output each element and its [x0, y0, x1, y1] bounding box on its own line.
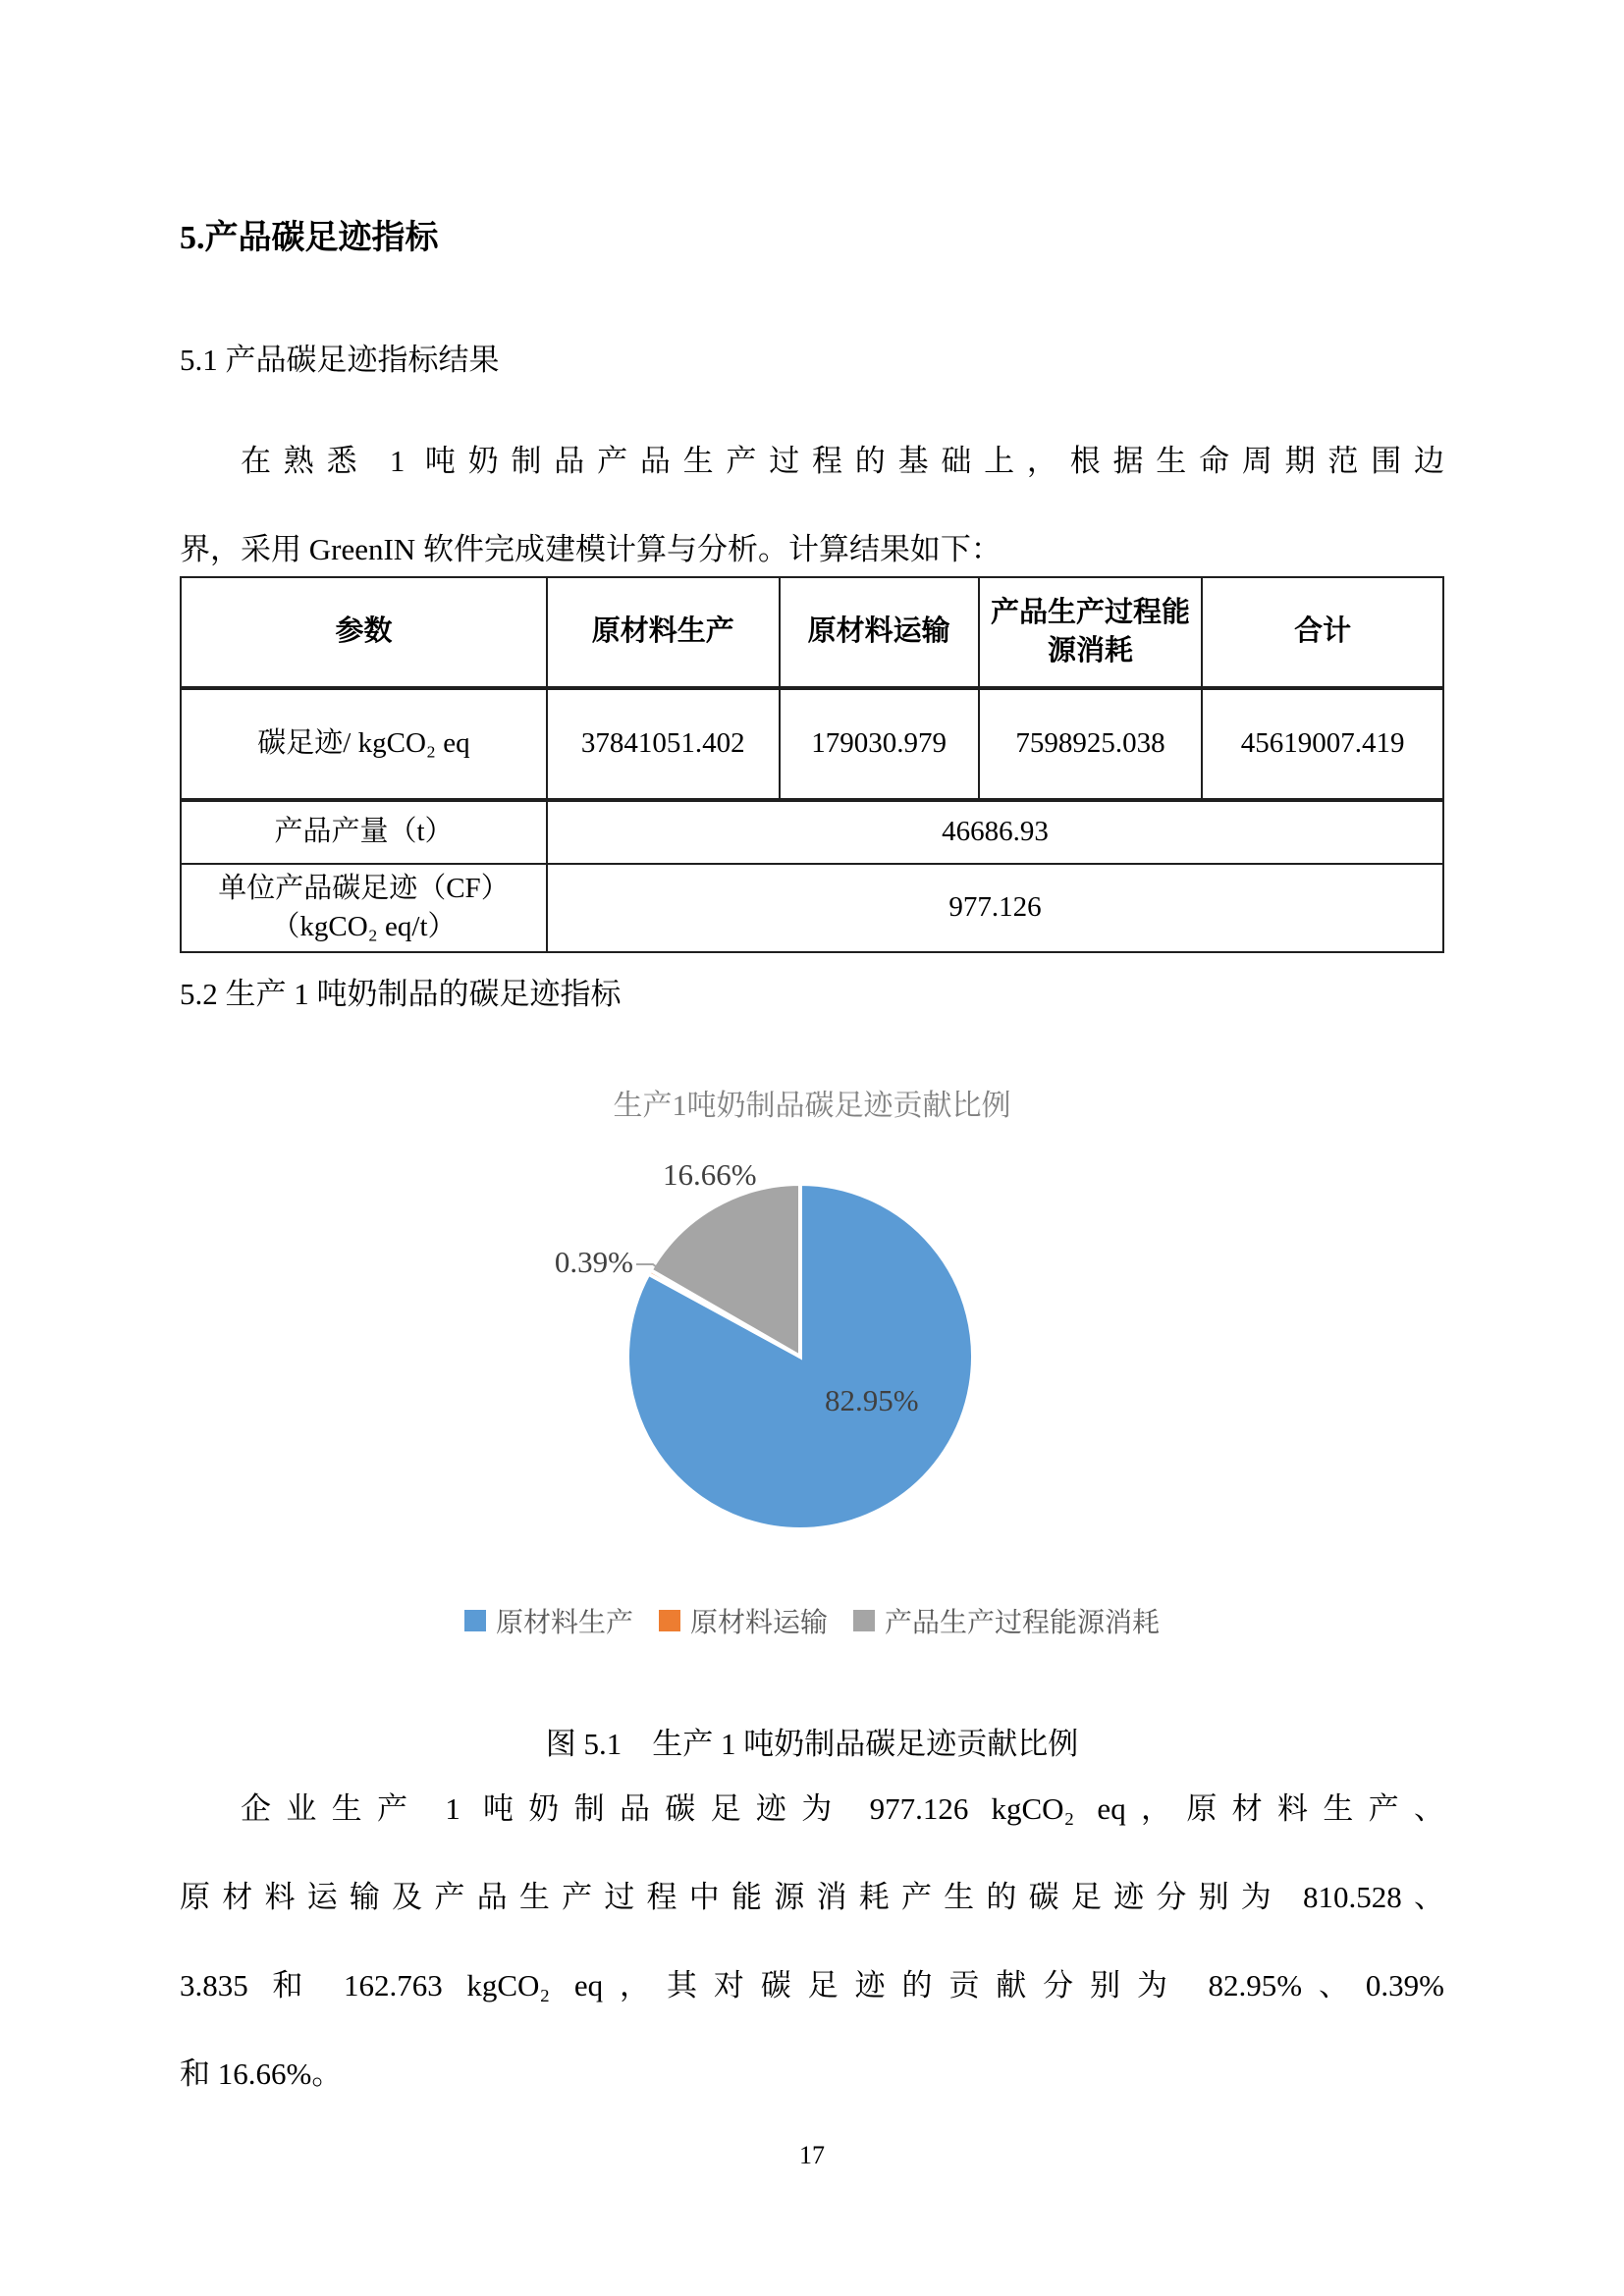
- conclusion-paragraph: [180, 1789, 1444, 2095]
- chart-title: 生产1吨奶制品碳足迹贡献比例: [613, 1090, 1011, 1123]
- row-label-footprint: 碳足迹/ kgCO₂ eq: [181, 688, 547, 800]
- paragraph-line: 在熟悉 1 吨奶制品产品生产过程的基础上，根据生命周期范围边: [241, 443, 1444, 478]
- legend-item-process-energy: [853, 1601, 1160, 1640]
- pie-chart: [180, 1071, 1444, 1650]
- pie-plot-area: [604, 1160, 997, 1553]
- intro-paragraph: [180, 441, 1444, 570]
- legend-item-raw-material-production: [464, 1601, 633, 1640]
- table-row-unit-cf: [181, 864, 1443, 952]
- paragraph-line: 和 16.66%。: [180, 2056, 343, 2092]
- legend-swatch-icon: [659, 1610, 680, 1631]
- header-cell-total: 合计: [1202, 577, 1443, 688]
- figure-caption: 图 5.1 生产 1 吨奶制品碳足迹贡献比例: [545, 1727, 1079, 1762]
- value-raw-material-production: 37841051.402: [547, 688, 780, 800]
- value-output: 46686.93: [547, 800, 1443, 864]
- value-raw-material-transport: 179030.979: [780, 688, 979, 800]
- data-label-raw-material-production: 82.95%: [825, 1383, 919, 1418]
- header-cell-process-energy: 产品生产过程能源消耗: [979, 577, 1203, 688]
- paragraph-line: 3.835 和 162.763 kgCO₂ eq，其对碳足迹的贡献分别为 82.95%、0.39%: [180, 1968, 1444, 2003]
- table-row-output: [181, 800, 1443, 864]
- legend-label: 原材料生产: [495, 1608, 633, 1639]
- value-unit-cf: 977.126: [547, 864, 1443, 952]
- legend-swatch-icon: [853, 1610, 875, 1631]
- section-heading: 5.产品碳足迹指标: [180, 220, 439, 256]
- carbon-footprint-table: [180, 576, 1444, 953]
- table-row-footprint: [181, 688, 1443, 800]
- value-total: 45619007.419: [1202, 688, 1443, 800]
- legend-label: 产品生产过程能源消耗: [885, 1608, 1161, 1639]
- paragraph-line: 企业生产 1 吨奶制品碳足迹为 977.126 kgCO₂ eq，原材料生产、: [241, 1791, 1444, 1827]
- legend-swatch-icon: [464, 1610, 486, 1631]
- legend-label: 原材料运输: [689, 1608, 828, 1639]
- row-label-unit-cf: [181, 864, 547, 952]
- pie-svg: [604, 1160, 997, 1553]
- page-number: 17: [799, 2141, 825, 2169]
- value-process-energy: 7598925.038: [979, 688, 1203, 800]
- subsection-heading-result: 5.1 产品碳足迹指标结果: [180, 342, 500, 377]
- data-label-raw-material-transport: 0.39%: [554, 1245, 633, 1280]
- table-header-row: [181, 577, 1443, 688]
- header-cell-parameter: 参数: [181, 577, 547, 688]
- paragraph-line: 原材料运输及产品生产过程中能源消耗产生的碳足迹分别为 810.528、: [180, 1880, 1444, 1915]
- legend-item-raw-material-transport: [659, 1601, 828, 1640]
- header-cell-raw-material-transport: 原材料运输: [780, 577, 979, 688]
- row-label-output: 产品产量（t）: [181, 800, 547, 864]
- unit-cf-label-line2: （kgCO₂ eq/t）: [271, 910, 457, 942]
- header-cell-raw-material-production: 原材料生产: [547, 577, 780, 688]
- data-label-process-energy: 16.66%: [663, 1157, 757, 1193]
- subsection-heading-per-ton: 5.2 生产 1 吨奶制品的碳足迹指标: [180, 976, 622, 1011]
- chart-legend: [180, 1601, 1444, 1640]
- unit-cf-label-line1: 单位产品碳足迹（CF）: [218, 872, 510, 904]
- paragraph-line: 界，采用 GreenIN 软件完成建模计算与分析。计算结果如下：: [180, 531, 1001, 566]
